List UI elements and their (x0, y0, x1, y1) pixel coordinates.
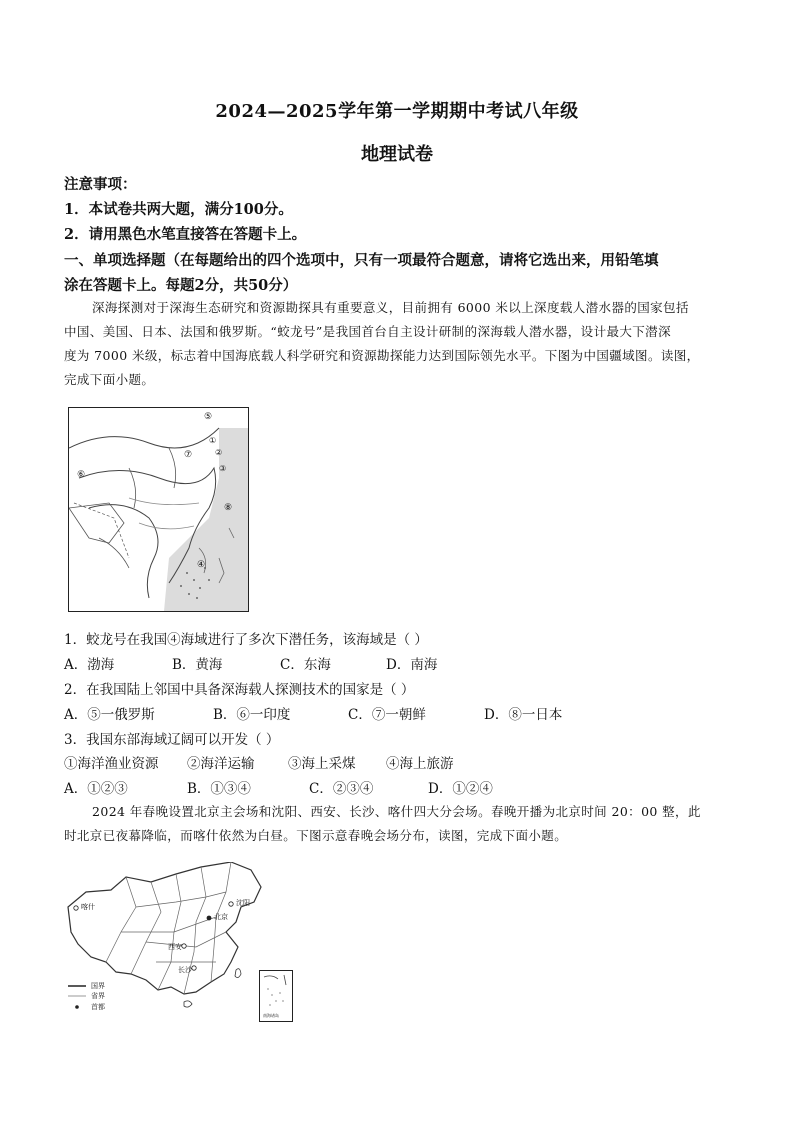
legend-label-provincial-border: 省界 (91, 992, 105, 1000)
q2-option-a[interactable]: A．⑤一俄罗斯 (64, 707, 155, 723)
question-2-stem: 2．在我国陆上邻国中具备深海载人探测技术的国家是（ ） (64, 682, 415, 698)
note-item-1: 1．本试卷共两大题，满分100分。 (64, 201, 293, 218)
map1-label-3: ③ (219, 464, 227, 473)
q2-option-c[interactable]: C．⑦一朝鲜 (348, 707, 426, 723)
map1-label-4: ④ (197, 560, 206, 570)
map1-label-5: ⑤ (204, 412, 213, 422)
city-label-changsha: 长沙 (178, 966, 192, 974)
passage2-line1: 2024 年春晚设置北京主会场和沈阳、西安、长沙、喀什四大分会场。春晚开播为北京时间 20：00 整，此 (92, 804, 701, 819)
map1-label-1: ① (209, 436, 217, 445)
south-china-sea-inset (259, 970, 293, 1022)
map1-label-7: ⑦ (184, 450, 193, 460)
exam-title: 2024—2025学年第一学期期中考试八年级 (215, 101, 579, 122)
q2-option-b[interactable]: B．⑥一印度 (213, 707, 291, 723)
question-3-stem: 3．我国东部海域辽阔可以开发（ ） (64, 732, 280, 748)
q3-option-b[interactable]: B．①③④ (187, 781, 251, 797)
q3-option-a[interactable]: A．①②③ (64, 781, 128, 797)
section-heading-line2: 涂在答题卡上。每题2分，共50分） (64, 277, 298, 294)
q3-option-c[interactable]: C．②③④ (309, 781, 374, 797)
passage1-line2: 中国、美国、日本、法国和俄罗斯。“蛟龙号”是我国首台自主设计研制的深海载人潜水器，设计最大下潜深 (64, 324, 671, 339)
q1-option-b[interactable]: B．黄海 (172, 657, 223, 673)
passage1-line1: 深海探测对于深海生态研究和资源勘探具有重要意义，目前拥有 6000 米以上深度载人潜水器的国家包括 (92, 300, 689, 315)
q3-item-3: ③海上采煤 (288, 756, 356, 772)
question-1-stem: 1．蛟龙号在我国④海域进行了多次下潜任务，该海域是（ ） (64, 632, 428, 648)
city-label-beijing: 北京 (214, 913, 228, 921)
inset-label: 南海诸岛 (263, 1013, 279, 1018)
q3-item-1: ①海洋渔业资源 (64, 756, 159, 772)
section-heading-line1: 一、单项选择题（在每题给出的四个选项中，只有一项最符合题意，请将它选出来，用铅笔填 (64, 252, 659, 269)
china-territory-map-svg (69, 408, 248, 611)
city-label-kashgar: 喀什 (81, 903, 95, 911)
map1-label-2: ② (215, 448, 223, 457)
q2-option-d[interactable]: D．⑧一日本 (484, 707, 563, 723)
map1-label-6: ⑥ (77, 470, 86, 480)
passage1-line3: 度为 7000 米级，标志着中国海底载人科学研究和资源勘探能力达到国际领先水平。下图为中国疆域图。读图， (64, 348, 700, 363)
exam-subtitle: 地理试卷 (361, 144, 433, 165)
notes-heading: 注意事项： (64, 176, 137, 193)
map1-label-8: ⑧ (224, 503, 233, 513)
q1-option-d[interactable]: D．南海 (386, 657, 438, 673)
city-label-shenyang: 沈阳 (236, 899, 250, 907)
passage2-line2: 时北京已夜幕降临，而喀什依然为白昼。下图示意春晚会场分布，读图，完成下面小题。 (64, 828, 568, 843)
q3-item-2: ②海洋运输 (187, 756, 255, 772)
legend-label-national-border: 国界 (91, 982, 105, 990)
q1-option-c[interactable]: C．东海 (280, 657, 331, 673)
china-territory-map (68, 407, 249, 612)
q1-option-a[interactable]: A．渤海 (64, 657, 115, 673)
legend-label-capital: 首都 (91, 1003, 105, 1011)
q3-item-4: ④海上旅游 (386, 756, 454, 772)
passage1-line4: 完成下面小题。 (64, 372, 155, 387)
note-item-2: 2．请用黑色水笔直接答在答题卡上。 (64, 226, 307, 243)
city-label-xian: 西安 (168, 943, 182, 951)
q3-option-d[interactable]: D．①②④ (428, 781, 493, 797)
